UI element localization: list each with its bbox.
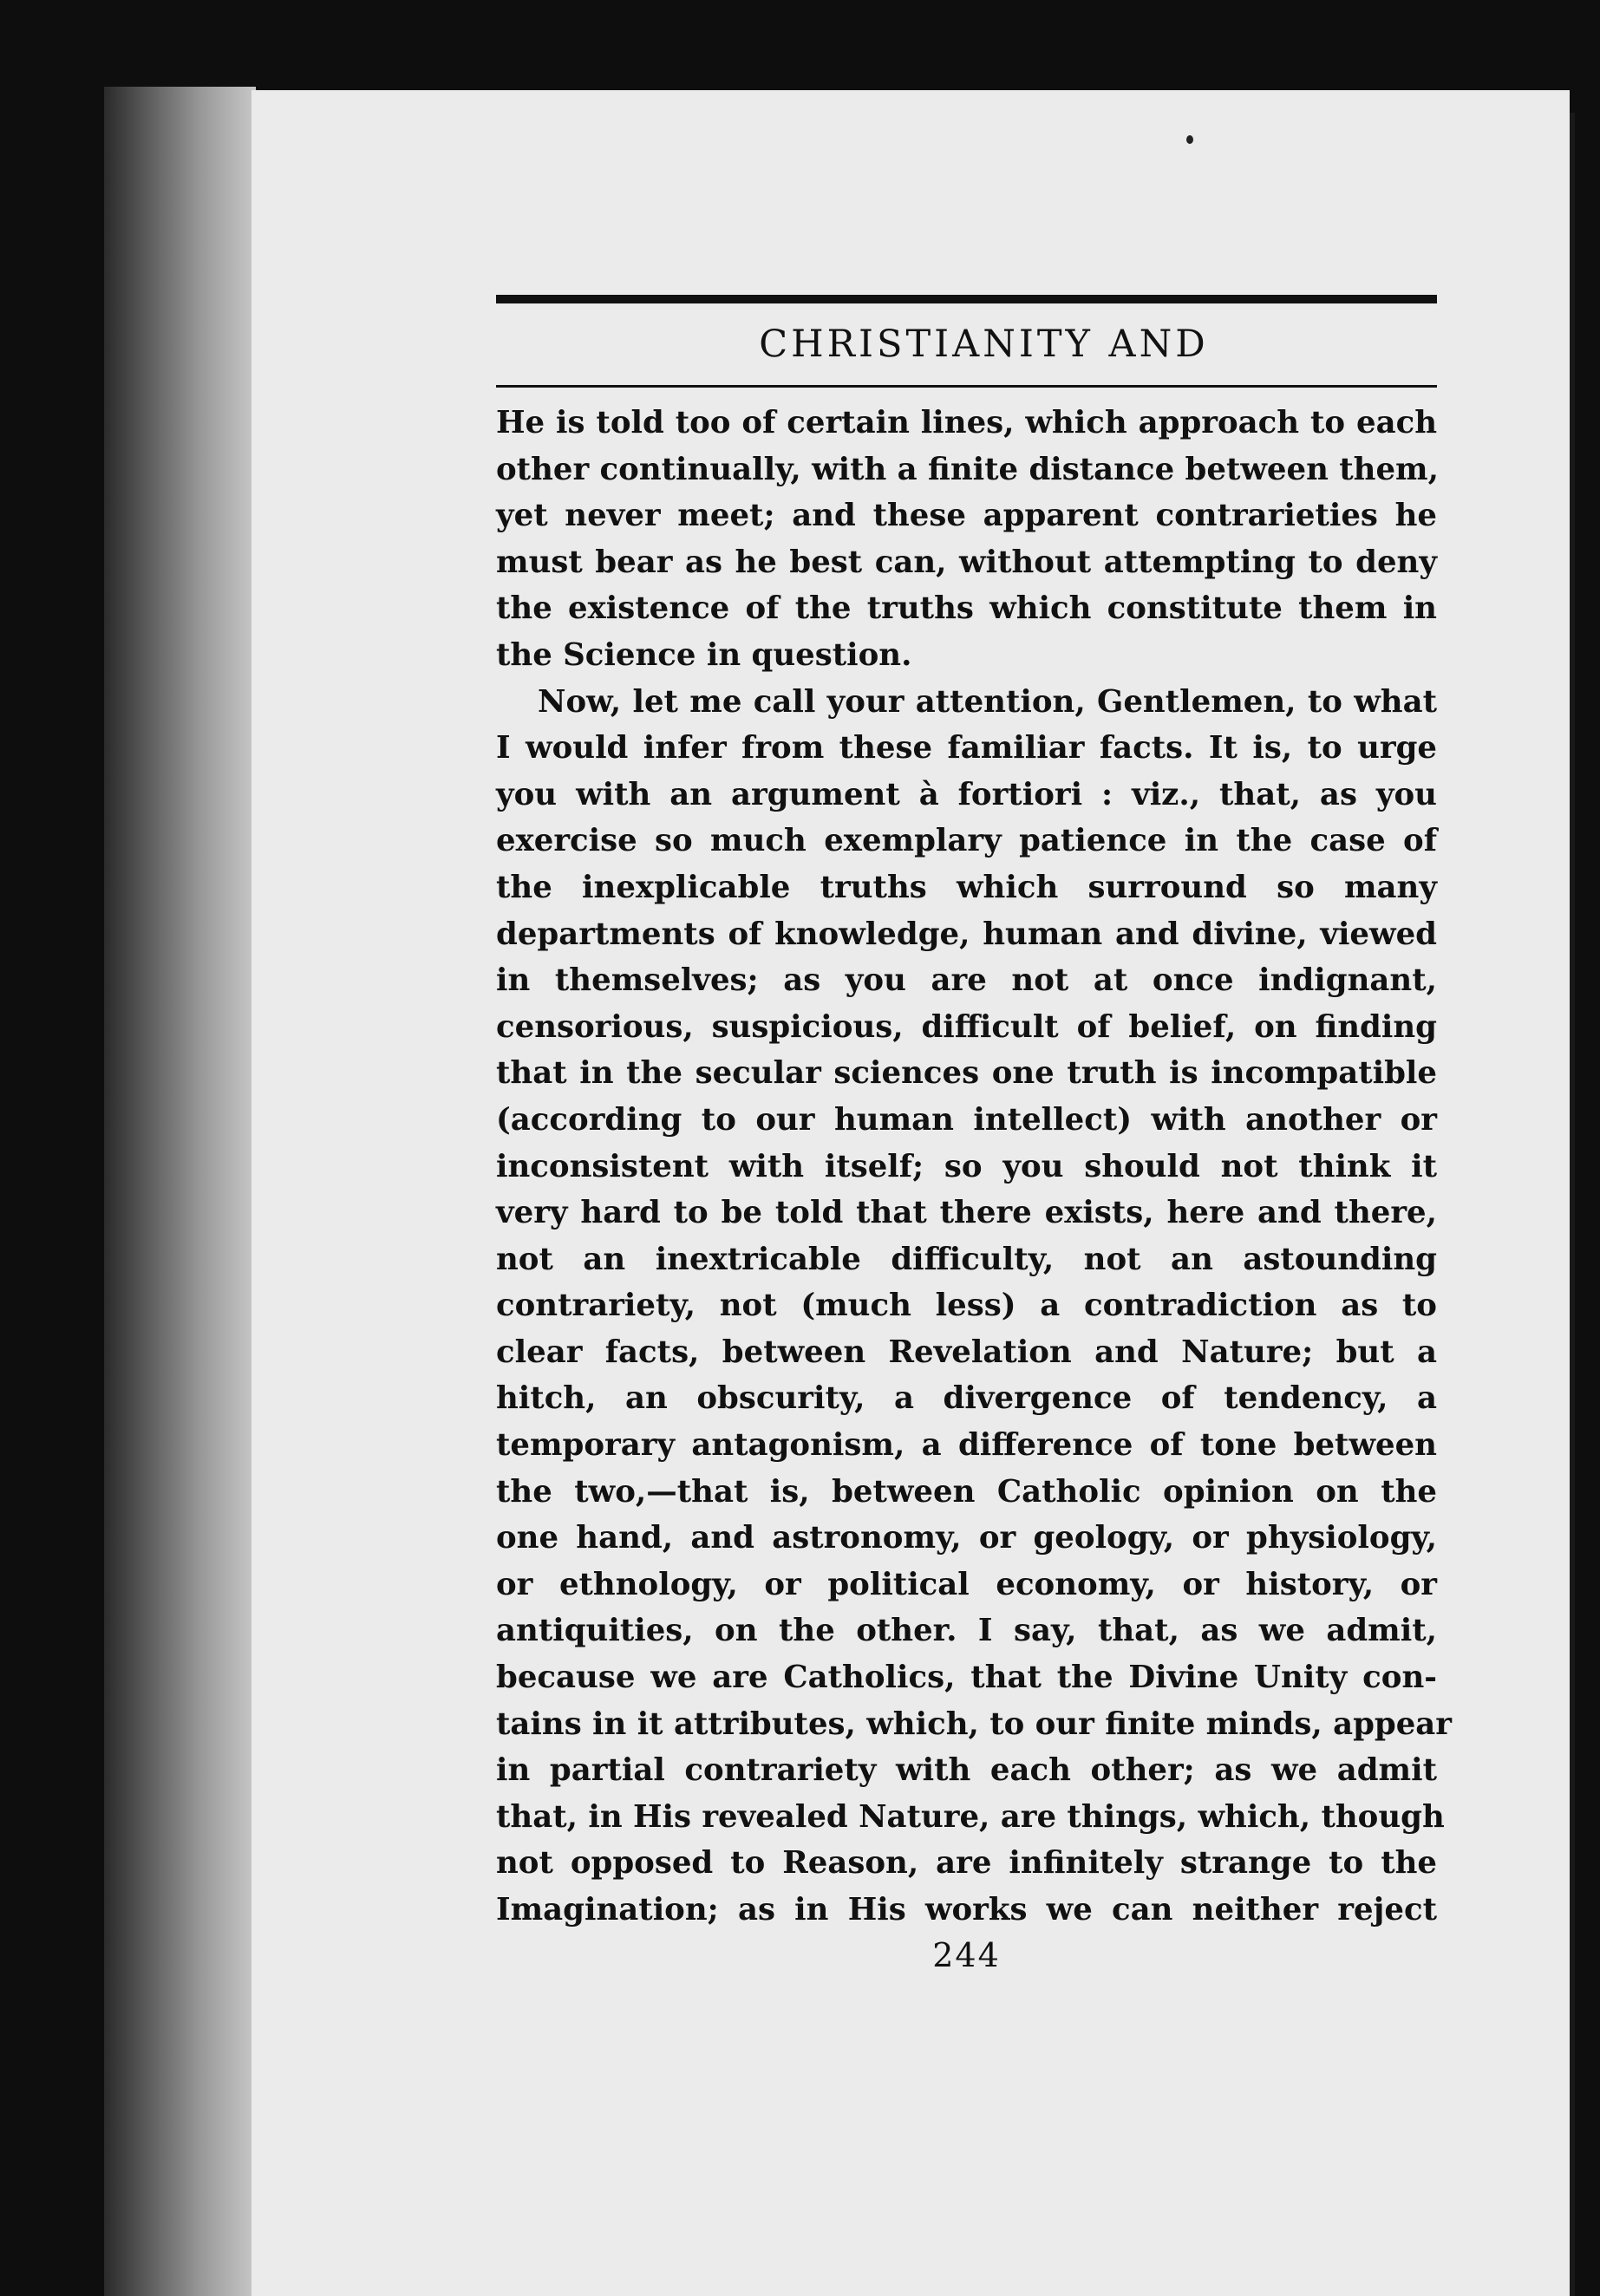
- text-line: in partial contrariety with each other; as we admit: [496, 1752, 1437, 1789]
- text-line: very hard to be told that there exists, here and there,: [496, 1195, 1437, 1231]
- text-line: that, in His revealed Nature, are things, which, though: [496, 1798, 1445, 1835]
- text-line: in themselves; as you are not at once indignant,: [496, 962, 1437, 999]
- text-line: (according to our human intellect) with another or: [496, 1101, 1437, 1138]
- text-line: that in the secular sciences one truth is incompatible: [496, 1055, 1437, 1092]
- text-line: the existence of the truths which constitute them in: [496, 590, 1437, 627]
- text-line: tains in it attributes, which, to our finite minds, appear: [496, 1706, 1453, 1742]
- text-line: temporary antagonism, a difference of tone between: [496, 1427, 1437, 1464]
- paragraph-1: [496, 400, 1437, 679]
- text-line: departments of knowledge, human and divine, viewed: [496, 916, 1437, 952]
- text-line: not an inextricable difficulty, not an astounding: [496, 1241, 1437, 1277]
- text-line: or ethnology, or political economy, or history, or: [496, 1566, 1437, 1602]
- text-line: He is told too of certain lines, which approach to each: [496, 405, 1437, 440]
- ink-speck: [1186, 135, 1193, 144]
- page-right-edge-shadow: [1570, 113, 1575, 2296]
- text-line: the two,—that is, between Catholic opinion on the: [496, 1473, 1437, 1510]
- text-line: exercise so much exemplary patience in the case of: [496, 823, 1437, 859]
- text-line: antiquities, on the other. I say, that, as we admit,: [496, 1613, 1437, 1649]
- text-line: clear facts, between Revelation and Nature; but a: [496, 1334, 1437, 1370]
- text-line: not opposed to Reason, are infinitely strange to the: [496, 1845, 1437, 1882]
- text-line: you with an argument à fortiori : viz., that, as you: [496, 776, 1437, 812]
- book-binding-edge: [104, 87, 256, 2296]
- text-line: the inexplicable truths which surround so many: [496, 869, 1437, 905]
- header-rule-thin: [496, 385, 1437, 388]
- text-line: hitch, an obscurity, a divergence of tendency, a: [496, 1380, 1437, 1417]
- page-text-block: [496, 295, 1453, 1977]
- text-line: Now, let me call your attention, Gentlemen, to what: [538, 683, 1437, 720]
- paragraph-2: [496, 679, 1453, 1934]
- header-rule-thick: [496, 295, 1437, 303]
- text-line: yet never meet; and these apparent contrarieties he: [496, 498, 1437, 534]
- body-text: [496, 400, 1453, 1934]
- text-line: I would infer from these familiar facts. It is, to urge: [496, 730, 1437, 766]
- text-line: because we are Catholics, that the Divine Unity con-: [496, 1660, 1437, 1696]
- text-line: contrariety, not (much less) a contradiction as to: [496, 1288, 1437, 1324]
- text-line: one hand, and astronomy, or geology, or physiology,: [496, 1520, 1437, 1556]
- text-line: other continually, with a finite distance between them,: [496, 451, 1439, 487]
- text-line: the Science in question.: [496, 636, 912, 673]
- running-head: CHRISTIANITY AND: [759, 323, 1209, 366]
- page-number: 244: [932, 1935, 1001, 1974]
- text-line: censorious, suspicious, difficult of belief, on finding: [496, 1008, 1437, 1045]
- text-line: Imagination; as in His works we can neither reject: [496, 1892, 1437, 1927]
- text-line: must bear as he best can, without attempting to deny: [496, 544, 1437, 580]
- text-line: inconsistent with itself; so you should not think it: [496, 1148, 1437, 1184]
